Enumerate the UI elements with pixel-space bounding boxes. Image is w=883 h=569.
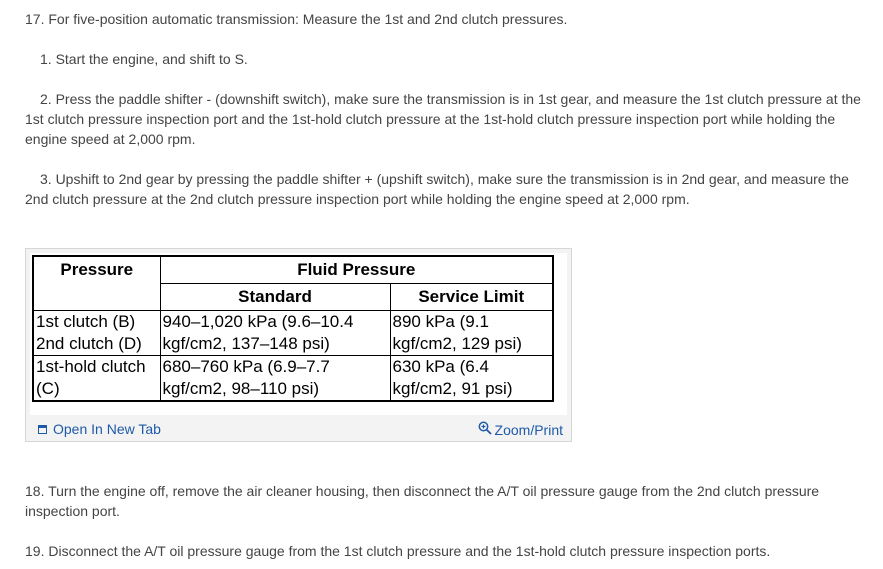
cell-line: 2nd clutch (D) [36,334,142,353]
pressure-table-figure [25,248,572,442]
cell-line: kgf/cm2, 137–148 psi) [162,334,330,353]
open-in-new-tab-label: Open In New Tab [53,421,161,437]
table-row [33,356,553,402]
cell-standard [160,311,390,356]
fluid-pressure-table [32,255,554,402]
cell-service-limit [390,356,553,402]
new-tab-icon [38,425,47,434]
cell-line: 940–1,020 kPa (9.6–10.4 [162,312,354,331]
cell-standard [160,356,390,402]
zoom-print-label: Zoom/Print [494,421,563,438]
zoom-print-link[interactable] [478,421,563,438]
cell-pressure [33,356,160,402]
table-row [33,311,553,356]
cell-line: 1st-hold clutch [36,357,146,376]
cell-line: (C) [36,379,60,398]
cell-line: 680–760 kPa (6.9–7.7 [162,357,330,376]
cell-line: kgf/cm2, 98–110 psi) [162,379,320,398]
figure-links-bar [26,417,571,441]
header-pressure: Pressure [33,256,160,311]
cell-line: kgf/cm2, 129 psi) [392,334,522,353]
substep-1-text: 1. Start the engine, and shift to S. [40,51,248,67]
cell-line: 1st clutch (B) [36,312,136,331]
header-fluid-pressure: Fluid Pressure [160,256,553,284]
step-19-text: 19. Disconnect the A/T oil pressure gauge from the 1st clutch pressure and the 1st-hold clutch pressure inspection ports. [25,543,771,559]
cell-line: 890 kPa (9.1 [392,312,489,331]
header-standard: Standard [160,284,390,311]
step-18-text: 18. Turn the engine off, remove the air cleaner housing, then disconnect the A/T oil pressure gauge from the 2nd clutch pressure inspection port. [25,483,820,519]
cell-line: 630 kPa (6.4 [392,357,489,376]
zoom-icon [478,421,492,438]
cell-line: kgf/cm2, 91 psi) [392,379,513,398]
substep-3-text: 3. Upshift to 2nd gear by pressing the paddle shifter + (upshift switch), make sure the transmission is in 2nd gear, and measure the 2nd clutch pressure at the 2nd clutch pressure inspection port while holding the engine speed at 2,000 rpm. [25,171,849,207]
substep-2-text: 2. Press the paddle shifter - (downshift switch), make sure the transmission is in 1st gear, and measure the 1st clutch pressure at the 1st clutch pressure inspection port and the 1st-hold clutch pressure at the 1st-hold clutch pressure inspection port while holding the engine speed at 2,000 rpm. [25,91,861,147]
header-service-limit: Service Limit [390,284,553,311]
step-17-text: 17. For five-position automatic transmission: Measure the 1st and 2nd clutch pressures. [25,11,568,27]
cell-service-limit [390,311,553,356]
open-in-new-tab-link[interactable] [38,421,161,437]
pressure-table-image [30,253,567,415]
cell-pressure [33,311,160,356]
